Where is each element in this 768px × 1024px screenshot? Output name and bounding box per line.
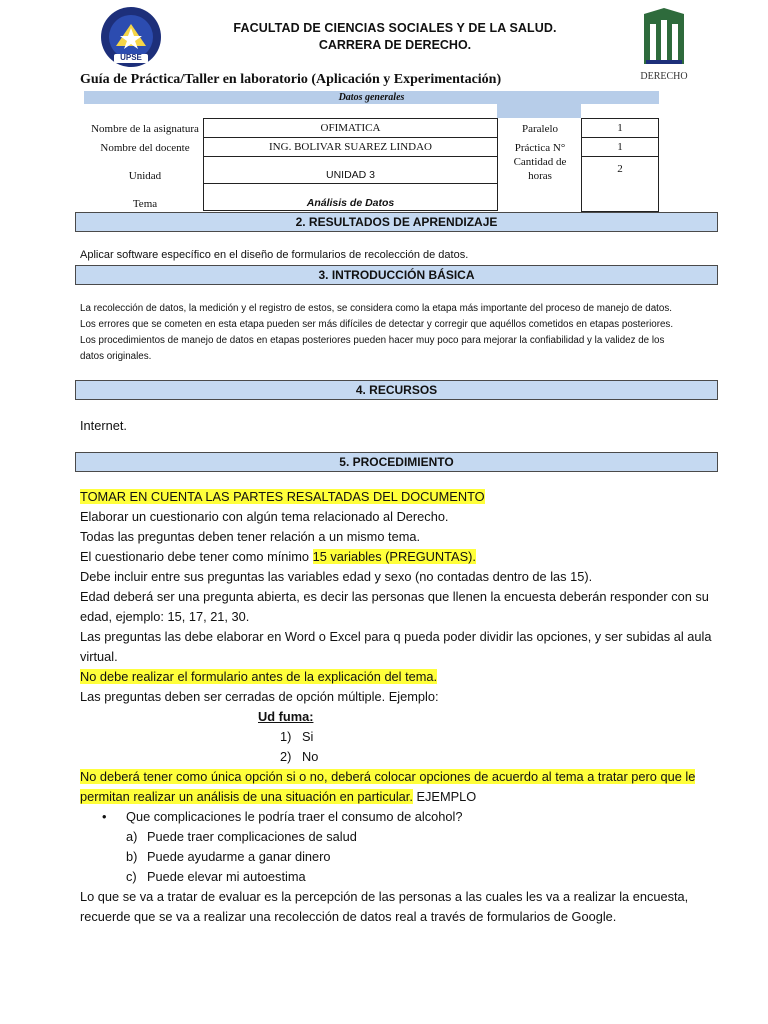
section-2-text: Aplicar software específico en el diseño de formularios de recolección de datos.: [80, 249, 469, 261]
derecho-logo: [636, 8, 692, 86]
section-3-header: 3. INTRODUCCIÓN BÁSICA: [75, 265, 718, 285]
sub-option: [80, 867, 720, 887]
option-text: Puede elevar mi autoestima: [147, 869, 306, 884]
section-5-header: 5. PROCEDIMIENTO: [75, 452, 718, 472]
section-4-text: Internet.: [80, 418, 127, 433]
highlighted-text: No debe realizar el formulario antes de la explicación del tema.: [80, 669, 438, 684]
upse-logo-text: UPSE: [120, 53, 142, 62]
intro-line: Los procedimientos de manejo de datos en etapas posteriores pueden hacer muy poco para mejorar la confiabilidad y la validez de los: [80, 335, 665, 346]
horas-label-line1: Cantidad de: [513, 156, 567, 168]
horas-label-line2: horas: [528, 170, 552, 182]
highlighted-text: No deberá tener como única opción si o no, deberá colocar opciones de acuerdo al tema a tratar pero que le: [80, 769, 696, 784]
highlighted-text: 15 variables (PREGUNTAS).: [312, 549, 476, 564]
section-3-text: [80, 301, 720, 365]
instruction-line: Las preguntas deben ser cerradas de opción múltiple. Ejemplo:: [80, 689, 439, 704]
instruction-line: [80, 547, 720, 567]
upse-logo: [100, 6, 162, 68]
bullet-text: Que complicaciones le podría traer el consumo de alcohol?: [126, 809, 463, 824]
option-text: Puede ayudarme a ganar dinero: [147, 849, 331, 864]
option-text: Puede traer complicaciones de salud: [147, 829, 357, 844]
instruction-line: [80, 667, 720, 687]
instruction-line: Lo que se va a tratar de evaluar es la percepción de las personas a las cuales les va a realizar la encuesta,: [80, 889, 689, 904]
instruction-line: edad, ejemplo: 15, 17, 21, 30.: [80, 609, 250, 624]
sub-option: [80, 847, 720, 867]
instruction-line: [80, 487, 720, 507]
highlighted-text: TOMAR EN CUENTA LAS PARTES RESALTADAS DEL DOCUMENTO: [80, 489, 485, 504]
option-number: b): [126, 849, 138, 864]
instruction-line: Elaborar un cuestionario con algún tema relacionado al Derecho.: [80, 509, 449, 524]
paralelo-label: Paralelo: [521, 123, 559, 135]
docente-value: ING. BOLIVAR SUAREZ LINDAO: [269, 141, 432, 153]
bullet-item: [80, 807, 720, 827]
example-option: [80, 747, 720, 767]
option-number: a): [126, 829, 138, 844]
intro-line: La recolección de datos, la medición y el registro de estos, se considera como la etapa más importante del proceso de manejo de datos.: [80, 303, 672, 314]
instruction-line: Las preguntas las debe elaborar en Word o Excel para q pueda poder dividir las opciones, y ser subidas al aula: [80, 629, 712, 644]
instruction-line: recuerde que se va a realizar una recolección de datos real a través de formularios de Google.: [80, 909, 617, 924]
intro-line: datos originales.: [80, 351, 152, 362]
practica-value: 1: [617, 141, 623, 153]
practica-label: Práctica N°: [514, 142, 566, 154]
option-number: c): [126, 869, 137, 884]
datos-generales-strip: [497, 104, 581, 118]
instruction-line: Todas las preguntas deben tener relación a un mismo tema.: [80, 529, 421, 544]
unidad-label: Unidad: [128, 170, 162, 182]
derecho-logo-text: DERECHO: [640, 71, 688, 82]
intro-line: Los errores que se cometen en esta etapa pueden ser más difíciles de detectar y corregir que aquéllos cometidos en etapas posteriores.: [80, 319, 674, 330]
instruction-text: EJEMPLO: [412, 789, 477, 804]
section-2-header: 2. RESULTADOS DE APRENDIZAJE: [75, 212, 718, 232]
faculty-title: FACULTAD DE CIENCIAS SOCIALES Y DE LA SALUD.: [233, 21, 557, 35]
tema-label: Tema: [132, 198, 158, 210]
example-title: [80, 707, 720, 727]
instruction-text: El cuestionario debe tener como mínimo: [80, 549, 313, 564]
docente-label: Nombre del docente: [100, 142, 190, 154]
option-text: No: [302, 749, 319, 764]
option-number: 1): [280, 729, 292, 744]
option-number: 2): [280, 749, 292, 764]
bullet-icon: •: [102, 809, 107, 824]
sub-option: [80, 827, 720, 847]
highlighted-text: permitan realizar un análisis de una situación en particular.: [80, 789, 413, 804]
unidad-value: UNIDAD 3: [325, 169, 375, 181]
datos-generales-title: Datos generales: [338, 92, 405, 103]
tema-value: Análisis de Datos: [306, 197, 395, 209]
asignatura-label: Nombre de la asignatura: [91, 123, 199, 135]
example-title-text: Ud fuma:: [258, 709, 314, 724]
example-option: [80, 727, 720, 747]
instruction-line: Debe incluir entre sus preguntas las variables edad y sexo (no contadas dentro de las 15).: [80, 569, 593, 584]
section-4-header: 4. RECURSOS: [75, 380, 718, 400]
instruction-line: virtual.: [80, 649, 118, 664]
instruction-line: [80, 767, 720, 787]
career-title: CARRERA DE DERECHO.: [318, 38, 472, 52]
instruction-line: Edad deberá ser una pregunta abierta, es decir las personas que llenen la encuesta deberán responder con su: [80, 589, 709, 604]
option-text: Si: [302, 729, 314, 744]
instruction-line: [80, 787, 720, 807]
horas-value: 2: [617, 163, 623, 175]
asignatura-value: OFIMATICA: [320, 122, 381, 134]
guide-title: Guía de Práctica/Taller en laboratorio (Aplicación y Experimentación): [80, 72, 502, 87]
procedimiento-body: [80, 487, 720, 927]
paralelo-value: 1: [617, 122, 623, 134]
